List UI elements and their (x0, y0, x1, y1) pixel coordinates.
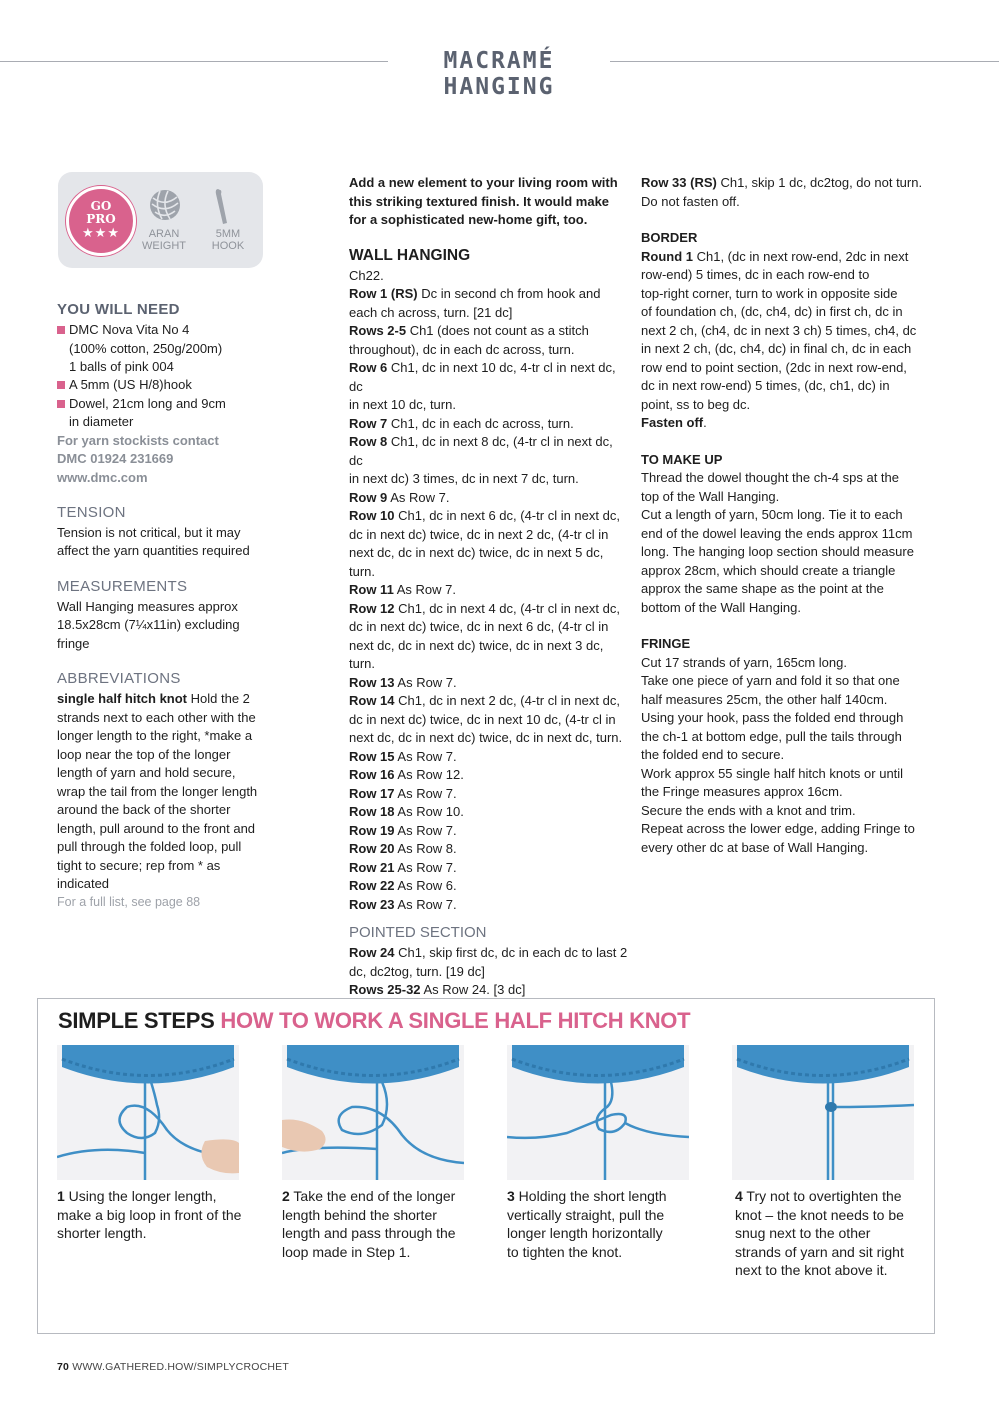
instruction-line: Row 22 As Row 6. (349, 878, 457, 893)
stockists-line-1: For yarn stockists contact (57, 433, 219, 448)
crochet-hook-icon (212, 186, 232, 226)
tension-line-1: Tension is not critical, but it may (57, 525, 241, 540)
instruction-line: Row 1 (RS) Dc in second ch from hook and (349, 286, 601, 301)
make-up-line: Thread the dowel thought the ch-4 sps at the (641, 470, 900, 485)
instruction-line: point, ss to beg dc. (641, 396, 751, 412)
instruction-line: Row 14 Ch1, dc in next 2 dc, (4-tr cl in next dc, (349, 693, 620, 708)
instruction-line: Row 19 As Row 7. (349, 822, 457, 838)
instruction-line: dc in next row-end) 5 times, (dc, ch1, dc) in (641, 378, 890, 393)
intro-line-3: for a sophisticated new-home gift, too. (349, 212, 588, 227)
instruction-line: Row 33 (RS) Ch1, skip 1 dc, dc2tog, do not turn. (641, 175, 923, 190)
need-item-3-line-2: in diameter (69, 414, 134, 429)
step-number: 2 (282, 1188, 290, 1204)
abbreviation-line-4: loop near the top of the longer (57, 747, 231, 762)
fringe-line: the folded end to secure. (641, 747, 785, 762)
instruction-line: row-end) 5 times, dc in each row-end to (641, 267, 870, 282)
bullet-2 (57, 381, 65, 389)
make-up-line: end of the dowel leaving the ends approx 11cm (641, 525, 913, 541)
step-number: 4 (735, 1188, 743, 1204)
weight-label-2: WEIGHT (142, 240, 186, 252)
abbreviation-line-10: tight to secure; rep from * as (57, 858, 221, 873)
make-up-line: approx the same shape as the point at the (641, 581, 884, 596)
step-4-caption: 4 Try not to overtighten the knot – the knot needs to be snug next to the other strands of yarn and sit right next to the knot above it. (735, 1188, 904, 1278)
difficulty-box (58, 172, 263, 268)
badge-line-2: PRO (86, 212, 116, 226)
instruction-line: Row 24 Ch1, skip first dc, dc in each dc to last 2 (349, 945, 628, 960)
instruction-line: in next 10 dc, turn. (349, 397, 456, 412)
footer-url[interactable]: WWW.GATHERED.HOW/SIMPLYCROCHET (69, 1361, 289, 1373)
instruction-line: next dc, dc in next dc) twice, dc in next 5 dc, (349, 545, 604, 560)
instruction-line: top-right corner, turn to work in opposite side (641, 285, 898, 301)
abbreviations-note: For a full list, see page 88 (57, 895, 201, 909)
abbreviation-text-1: Hold the 2 (190, 691, 250, 706)
instruction-line: Row 8 Ch1, dc in next 8 dc, (4-tr cl in next dc, dc (349, 434, 613, 468)
instruction-line: Row 10 Ch1, dc in next 6 dc, (4-tr cl in next dc, (349, 508, 620, 523)
measurements-heading: MEASUREMENTS (57, 578, 188, 595)
need-item-3-line-1: Dowel, 21cm long and 9cm (69, 396, 226, 411)
you-will-need-heading: YOU WILL NEED (57, 301, 180, 318)
wall-hanging-instructions (349, 267, 629, 915)
abbreviation-line-5: length of yarn and hold secure, (57, 765, 236, 780)
middle-column (349, 174, 629, 1000)
simple-steps-title (58, 1008, 690, 1034)
instruction-line: of foundation ch, (dc, ch4, dc) in first ch, dc in (641, 304, 903, 319)
instruction-line: Row 13 As Row 7. (349, 674, 457, 690)
step-number: 3 (507, 1188, 515, 1204)
instruction-line: next dc, dc in next dc) twice, dc in next 3 dc, (349, 637, 604, 653)
instruction-line: dc, dc2tog, turn. [19 dc] (349, 963, 485, 979)
measurements-line-3: fringe (57, 636, 90, 651)
abbreviation-term: single half hitch knot (57, 691, 188, 706)
pointed-section-heading: POINTED SECTION (349, 924, 487, 941)
simple-steps-subtitle: HOW TO WORK A SINGLE HALF HITCH KNOT (220, 1008, 691, 1033)
stockists-website: www.dmc.com (57, 470, 148, 485)
page-title: MACRAMÉ HANGING (443, 48, 555, 100)
make-up-line: bottom of the Wall Hanging. (641, 599, 801, 615)
abbreviation-line-7: around the back of the shorter (57, 802, 231, 817)
header-rule-left (0, 61, 388, 62)
simple-steps-label: SIMPLE STEPS (58, 1008, 215, 1033)
step-3-photo (507, 1045, 689, 1180)
instruction-line: Row 9 As Row 7. (349, 489, 450, 505)
instruction-line: Row 11 As Row 7. (349, 582, 456, 597)
fringe-line: Using your hook, pass the folded end through (641, 710, 904, 725)
fringe-heading: FRINGE (641, 636, 691, 651)
instruction-line: Round 1 Ch1, (dc in next row-end, 2dc in next (641, 248, 909, 264)
intro-line-2: this striking textured finish. It would make (349, 193, 610, 209)
instruction-line: dc in next dc) twice, dc in next 10 dc, (4-tr cl in (349, 711, 616, 727)
abbreviation-line-8: length, pull around to the front and (57, 821, 256, 836)
abbreviation-line-9: pull through the folded loop, pull (57, 839, 242, 854)
instruction-line: Row 7 Ch1, dc in each dc across, turn. (349, 415, 574, 431)
step-number: 1 (57, 1188, 65, 1204)
need-item-2-line-1: A 5mm (US H/8)hook (69, 377, 192, 392)
to-make-up-heading: TO MAKE UP (641, 451, 723, 467)
step-3-caption: 3 Holding the short length vertically straight, pull the longer length horizontally to tighten the knot. (507, 1188, 667, 1260)
intro-line-1: Add a new element to your living room with (349, 175, 618, 190)
instruction-line: Row 18 As Row 10. (349, 804, 464, 819)
abbreviation-line-11: indicated (57, 876, 110, 891)
instruction-line: Row 15 As Row 7. (349, 748, 457, 764)
step-2-photo (282, 1045, 464, 1180)
step-1-caption: 1 Using the longer length, make a big loop in front of the shorter length. (57, 1188, 242, 1241)
fringe-line: Cut 17 strands of yarn, 165cm long. (641, 654, 847, 670)
instruction-line: dc in next dc) twice, dc in next 6 dc, (4-tr cl in (349, 619, 609, 634)
instruction-line: Do not fasten off. (641, 193, 740, 209)
instruction-line: Rows 2-5 Ch1 (does not count as a stitch (349, 323, 589, 338)
badge-line-1: GO (90, 199, 112, 213)
make-up-line: Cut a length of yarn, 50cm long. Tie it to each (641, 507, 903, 522)
measurements-line-2: 18.5x28cm (7¼x11in) excluding (57, 617, 240, 632)
instruction-line: next dc, dc in next dc) twice, dc in next dc, turn. (349, 730, 623, 745)
fringe-line: the ch-1 at bottom edge, pull the tails through (641, 728, 902, 744)
measurements-line-1: Wall Hanging measures approx (57, 599, 238, 614)
step-2-caption: 2 Take the end of the longer length behind the shorter length and pass through the loop made in Step 1. (282, 1188, 456, 1260)
instruction-line: each ch across, turn. [21 dc] (349, 304, 513, 320)
need-item-1-line-2: (100% cotton, 250g/200m) (69, 341, 223, 356)
instruction-line: turn. (349, 656, 376, 671)
abbreviation-line-2: strands next to each other with the (57, 710, 256, 725)
border-heading: BORDER (641, 230, 698, 245)
go-pro-badge (66, 186, 136, 256)
bullet-1 (57, 326, 65, 334)
tension-line-2: affect the yarn quantities required (57, 543, 250, 558)
fringe-line: Take one piece of yarn and fold it so that one (641, 673, 900, 688)
fasten-off: Fasten off. (641, 415, 707, 430)
instruction-line: throughout), dc in each dc across, turn. (349, 341, 575, 357)
instruction-line: in next 2 ch, (dc, ch4, dc) in final ch, dc in each (641, 341, 912, 356)
step-1-photo (57, 1045, 239, 1180)
instruction-line: next 2 ch, (ch4, dc in next 3 ch) 5 times, ch4, dc (641, 322, 917, 338)
instruction-line: Row 6 Ch1, dc in next 10 dc, 4-tr cl in next dc, dc (349, 360, 616, 394)
need-item-1-line-1: DMC Nova Vita No 4 (69, 322, 190, 337)
need-item-1-line-3: 1 balls of pink 004 (69, 359, 174, 374)
page-footer (57, 1361, 289, 1373)
instruction-line: row end to point section, (2dc in next row-end, (641, 359, 907, 375)
make-up-line: top of the Wall Hanging. (641, 488, 780, 504)
hook-label-2: HOOK (211, 240, 245, 252)
instruction-line: Row 12 Ch1, dc in next 4 dc, (4-tr cl in next dc, (349, 600, 620, 616)
yarn-ball-icon (149, 189, 181, 221)
instruction-line: Row 20 As Row 8. (349, 841, 457, 856)
weight-label-1: ARAN (148, 228, 180, 240)
hook-label-1: 5MM (215, 228, 241, 240)
stockists-phone: DMC 01924 231669 (57, 451, 174, 466)
difficulty-stars: ★★★ (82, 225, 120, 240)
instruction-line: in next dc) 3 times, dc in next 7 dc, turn. (349, 471, 579, 486)
instruction-line: Row 21 As Row 7. (349, 859, 457, 875)
fringe-line: the Fringe measures approx 16cm. (641, 784, 843, 799)
fringe-line: Repeat across the lower edge, adding Fringe to (641, 821, 915, 836)
abbreviation-line-6: wrap the tail from the longer length (57, 784, 258, 799)
instruction-line: Rows 25-32 As Row 24. [3 dc] (349, 982, 526, 997)
instruction-line: turn. (349, 563, 376, 579)
instruction-line: Row 23 As Row 7. (349, 896, 457, 912)
make-up-line: long. The hanging loop section should measure (641, 544, 914, 559)
header-rule-right (610, 61, 999, 62)
abbreviation-line-3: longer length to the right, *make a (57, 728, 253, 743)
abbreviation-line-1 (57, 690, 250, 709)
instruction-line: Ch22. (349, 267, 384, 283)
step-4-photo (732, 1045, 914, 1180)
fringe-line: Secure the ends with a knot and trim. (641, 802, 856, 818)
bullet-3 (57, 400, 65, 408)
instruction-line: Row 17 As Row 7. (349, 785, 457, 801)
fringe-line: Work approx 55 single half hitch knots or until (641, 765, 904, 781)
abbreviations-heading: ABBREVIATIONS (57, 670, 181, 687)
tension-heading: TENSION (57, 504, 126, 521)
right-column (641, 174, 931, 857)
wall-hanging-heading: WALL HANGING (349, 246, 471, 264)
fringe-line: every other dc at base of Wall Hanging. (641, 839, 869, 855)
instruction-line: dc in next dc) twice, dc in next 2 dc, (4-tr cl in (349, 526, 609, 542)
page-number: 70 (57, 1361, 70, 1373)
make-up-line: approx 28cm, which should create a triangle (641, 562, 896, 578)
fringe-line: half measures 25cm, the other half 140cm. (641, 691, 888, 707)
instruction-line: Row 16 As Row 12. (349, 767, 464, 782)
